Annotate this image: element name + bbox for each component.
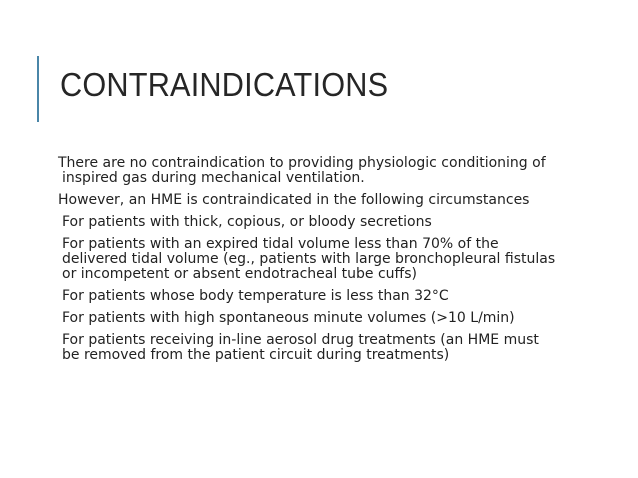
title-accent-bar [37, 56, 39, 122]
paragraph-body-temperature: For patients whose body temperature is less than 32°C [62, 288, 449, 304]
slide-title: CONTRAINDICATIONS [60, 66, 389, 103]
paragraph-minute-volumes: For patients with high spontaneous minute volumes (>10 L/min) [62, 310, 515, 326]
paragraph-no-contraindication: There are no contraindication to providing physiologic conditioning of inspired gas during mechanical ventilation. [58, 155, 546, 186]
paragraph-hme-contraindicated: However, an HME is contraindicated in the following circumstances [58, 192, 530, 208]
paragraph-expired-tidal-volume: For patients with an expired tidal volume less than 70% of the delivered tidal volume (eg., patients with large bronchopleural fistulas or incompetent or absent endotracheal tube cuffs) [62, 236, 556, 282]
paragraph-aerosol-treatments: For patients receiving in-line aerosol drug treatments (an HME must be removed from the patient circuit during treatments) [62, 332, 539, 363]
slide-body [58, 156, 558, 370]
paragraph-thick-secretions: For patients with thick, copious, or bloody secretions [62, 214, 432, 230]
